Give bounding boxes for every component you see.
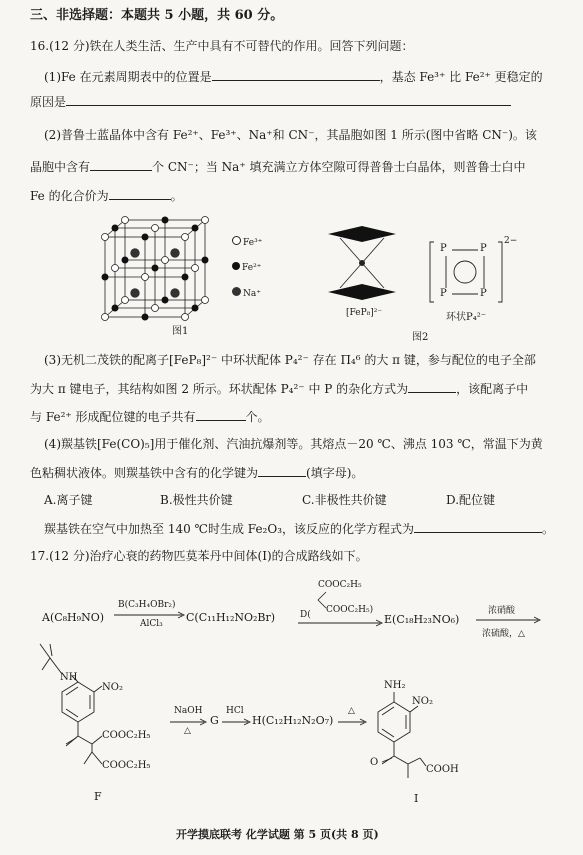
q16-p2-b1: 晶胞中含有 (30, 160, 91, 174)
compound-i-label: I (414, 792, 419, 805)
ring-p-atom: P (440, 243, 447, 254)
q16-p3-b2: ，该配离子中 (456, 382, 529, 396)
compound-f-label: F (94, 790, 102, 803)
q16-part3-line2 (30, 380, 528, 397)
option-d: D.配位键 (446, 493, 496, 507)
q16-part4-line2 (30, 464, 363, 481)
q16-part1 (44, 68, 543, 85)
f-ester-2: COOC₂H₅ (102, 760, 151, 771)
q16-p1-a: (1)Fe 在元素周期表中的位置是 (44, 70, 212, 84)
i-cooh: COOH (426, 764, 459, 775)
answer-blank (408, 380, 456, 393)
compound-a: A(C₈H₉NO) (42, 611, 104, 624)
q16-p2-c: Fe 的化合价为 (30, 189, 109, 203)
answer-blank (414, 520, 542, 533)
compound-h: H(C₁₂H₁₂N₂O₇) (252, 714, 334, 727)
section-title: 三、非选择题：本题共 5 小题，共 60 分。 (30, 8, 284, 23)
q16-part3-line3 (30, 408, 270, 425)
option-c: C.非极性共价键 (302, 493, 387, 507)
ring-p-atom: P (480, 243, 487, 254)
reagent-d-ester-top: COOC₂H₅ (318, 580, 362, 590)
compound-g: G (210, 714, 219, 727)
q16-p4-c: 羰基铁在空气中加热至 140 ℃时生成 Fe₂O₃，该反应的化学方程式为 (44, 522, 415, 536)
reagent-naoh: NaOH (174, 706, 203, 716)
i-ketone-o: O (370, 757, 379, 768)
q16-part4-line4: 羰基铁在空气中加热至 140 ℃时生成 Fe₂O₃，该反应的化学方程式为 。 (44, 522, 555, 536)
reaction-arrow (114, 612, 186, 618)
reaction-arrow (338, 719, 368, 725)
answer-blank (109, 187, 171, 200)
legend-na: Na⁺ (232, 287, 261, 299)
reagent-d: D( (300, 610, 311, 620)
q16-part3: (3)无机二茂铁的配离子[FeP₈]²⁻ 中环状配体 P₄²⁻ 存在 Π₄⁶ 的大 π 键，参与配位的电子全部 (44, 353, 536, 367)
q16-part2-line3: Fe 的化合价为 。 (30, 189, 183, 203)
reagent-alcl3: AlCl₃ (140, 619, 163, 629)
ring-label: 环状P₄²⁻ (446, 312, 487, 323)
i-nh2: NH₂ (384, 680, 406, 691)
q16-part2-line2 (30, 158, 525, 175)
q16-p1-b: ，基态 Fe³⁺ 比 Fe²⁺ 更稳定的 (379, 70, 543, 84)
q16-stem: 16.(12 分)铁在人类生活、生产中具有不可替代的作用。回答下列问题： (30, 39, 414, 53)
answer-blank (90, 158, 152, 171)
open-circle-icon (232, 236, 241, 245)
figure2-caption: 图2 (412, 332, 429, 343)
q16-part4: (4)羰基铁[Fe(CO)₅]用于催化剂、汽油抗爆剂等。其熔点－20 ℃、沸点 103 ℃，常温下为黄 (44, 437, 543, 451)
reaction-arrow (170, 719, 208, 725)
heat-symbol: △ (348, 706, 355, 716)
fep8-label: [FeP₈]²⁻ (346, 308, 383, 318)
reaction-arrow (298, 620, 384, 626)
f-no2: NO₂ (102, 682, 123, 693)
compound-e: E(C₁₈H₂₃NO₆) (384, 613, 460, 626)
q16-p3-c2: 个。 (245, 410, 270, 424)
q16-p1-c: 原因是 (30, 95, 67, 109)
ring-p-atom: P (440, 288, 447, 299)
i-no2: NO₂ (412, 696, 433, 707)
filled-circle-icon (232, 262, 240, 270)
compound-c: C(C₁₁H₁₂NO₂Br) (186, 611, 276, 624)
page-footer: 开学摸底联考 化学试题 第 5 页(共 8 页) (176, 828, 379, 841)
figure1-caption: 图1 (172, 326, 189, 337)
reagent-b: B(C₃H₄OBr₂) (118, 600, 176, 610)
dark-circle-icon (232, 287, 241, 296)
answer-blank (66, 93, 511, 106)
crystal-cell-figure (100, 215, 230, 325)
heat-symbol: △ (184, 726, 191, 736)
reagent-hno3: 浓硝酸 (488, 606, 516, 616)
f-ester-1: COOC₂H₅ (102, 730, 151, 741)
option-a: A.离子键 (44, 493, 93, 507)
legend-fe3: Fe³⁺ (232, 236, 262, 248)
answer-blank (196, 408, 246, 421)
q16-p3-c1: 与 Fe²⁺ 形成配位键的电子共有 (30, 410, 196, 424)
q16-p4-b1: 色粘稠状液体。则羰基铁中含有的化学键为 (30, 466, 259, 480)
answer-blank (212, 68, 380, 81)
q17-stem: 17.(12 分)治疗心衰的药物匹莫苯丹中间体(I)的合成路线如下。 (30, 549, 368, 563)
option-b: B.极性共价键 (160, 493, 233, 507)
q16-p2-b2: 个 CN⁻；当 Na⁺ 填充满立方体空隙可得普鲁士白晶体，则普鲁士白中 (152, 160, 526, 174)
q16-p3-b1: 为大 π 键电子，其结构如图 2 所示。环状配体 P₄²⁻ 中 P 的杂化方式为 (30, 382, 409, 396)
reagent-hcl: HCl (226, 706, 244, 716)
legend-fe2: Fe²⁺ (232, 262, 261, 273)
reagent-d-ester-bottom: COOC₂H₅) (326, 605, 374, 615)
q16-part2: (2)普鲁士蓝晶体中含有 Fe²⁺、Fe³⁺、Na⁺和 CN⁻，其晶胞如图 1 所示(图中省略 CN⁻)。该 (44, 128, 537, 142)
ring-p-atom: P (480, 288, 487, 299)
ring-charge: 2− (504, 236, 518, 246)
f-nh: NH (60, 672, 78, 683)
reagent-h2so4: 浓硫酸，△ (482, 629, 525, 639)
reaction-arrow (476, 617, 542, 623)
reaction-arrow (222, 719, 252, 725)
q16-p4-b2: (填字母)。 (306, 466, 364, 480)
answer-blank (258, 464, 306, 477)
fep8-structure-figure (322, 222, 402, 302)
q16-part1-line2 (30, 93, 511, 110)
